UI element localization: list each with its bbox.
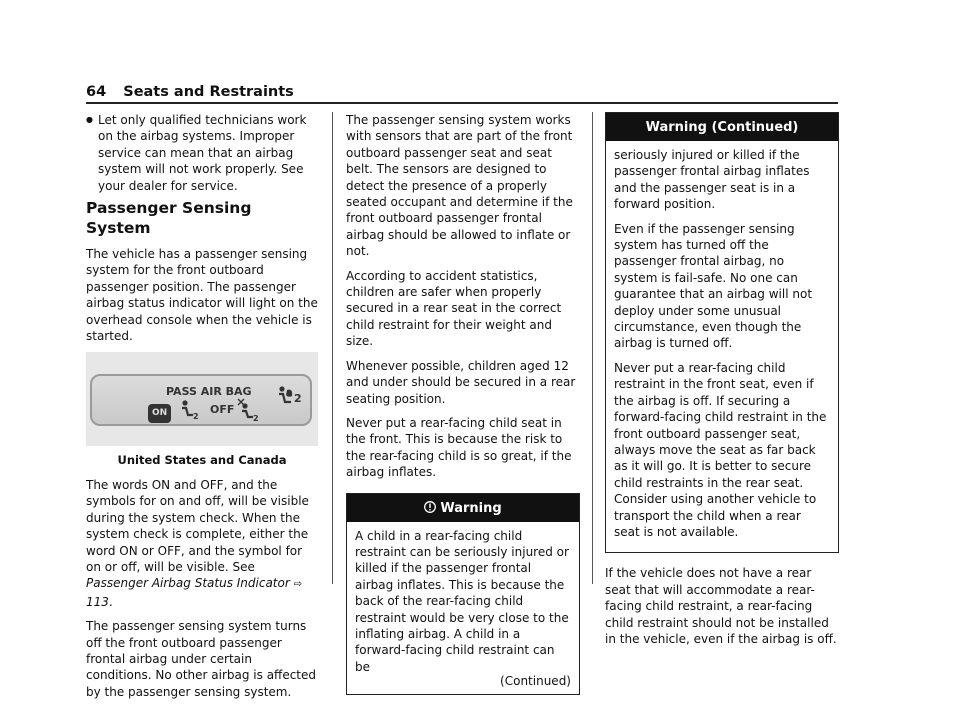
column-3 bbox=[605, 112, 839, 655]
airbag-indicator-panel bbox=[90, 374, 312, 426]
page-number: 64 bbox=[86, 84, 107, 100]
on-indicator: ON bbox=[148, 404, 171, 422]
bullet-item: ● Let only qualified technicians work on the airbag systems. Improper service can mean that an airbag system will not work properly. See your dealer for service. bbox=[86, 113, 307, 193]
column-divider bbox=[332, 112, 333, 584]
paragraph: The passenger sensing system works with sensors that are part of the front outboard passenger seat and seat belt. The sensors are designed to detect the presence of a properly seated occupant and determine if the front outboard passenger frontal airbag should be allowed to inflate or not. bbox=[346, 113, 573, 259]
passenger-airbag-icon bbox=[274, 386, 306, 412]
paragraph: According to accident statistics, children are safer when properly secured in a rear seat in the correct child restraint for their weight and size. bbox=[346, 268, 562, 349]
svg-text:2: 2 bbox=[253, 414, 259, 423]
page-ref-icon: ⇨ bbox=[293, 579, 303, 591]
warning-icon bbox=[424, 500, 436, 514]
warning-box bbox=[346, 493, 580, 695]
off-indicator: OFF bbox=[210, 403, 235, 417]
svg-text:2: 2 bbox=[294, 392, 302, 406]
paragraph: Never put a rear-facing child seat in the front. This is because the risk to the rear-facing child is so great, if the airbag inflates. bbox=[346, 415, 572, 480]
paragraph: The vehicle has a passenger sensing system for the front outboard passenger position. The passenger airbag status indicator will light on the overhead console when the vehicle is started. bbox=[86, 247, 318, 344]
svg-text:2: 2 bbox=[193, 412, 199, 421]
continued-label: (Continued) bbox=[500, 674, 571, 689]
airbag-off-seat-icon bbox=[236, 398, 262, 422]
warning-header: Warning bbox=[347, 494, 579, 522]
column-divider bbox=[592, 112, 593, 584]
paragraph: The passenger sensing system turns off the front outboard passenger frontal airbag under certain conditions. No other airbag is affected by the passenger sensing system. bbox=[86, 619, 317, 699]
header-rule bbox=[86, 102, 838, 104]
cross-reference-link[interactable]: Passenger Airbag Status Indicator bbox=[86, 576, 290, 591]
page-header bbox=[86, 84, 294, 100]
airbag-status-figure bbox=[86, 352, 318, 446]
bullet-icon: ● bbox=[86, 115, 93, 124]
occupant-seat-icon bbox=[178, 400, 202, 420]
column-1 bbox=[86, 112, 318, 708]
paragraph: Whenever possible, children aged 12 and under should be secured in a rear seating position. bbox=[346, 358, 576, 406]
indicator-label: PASS AIR BAG bbox=[166, 385, 252, 399]
paragraph: The words ON and OFF, and the symbols for on and off, will be visible during the system check. When the system check is complete, either the word ON or OFF, and the symbol for on or off, will be visible. See Passenger Airbag Status Indicator ⇨ 113. bbox=[86, 477, 309, 609]
column-2 bbox=[346, 112, 580, 695]
paragraph: If the vehicle does not have a rear seat that will accommodate a rear-facing child restraint, a rear-facing child restraint should not be installed in the vehicle, even if the airbag is off. bbox=[605, 566, 837, 646]
warning-header: Warning (Continued) bbox=[606, 113, 838, 141]
section-title: Seats and Restraints bbox=[123, 84, 294, 100]
page-reference[interactable]: 113 bbox=[86, 594, 109, 609]
warning-body: seriously injured or killed if the passenger frontal airbag inflates and the passenger seat is in a forward position. Even if the passenger sensing system has turned off the passenger frontal airbag, no system is fail-safe. No one can guarantee that an airbag will not deploy under some unusual circumstance, even though the airbag is turned off. Never put a rear-facing child restraint in the front seat, even if the airbag is off. If securing a forward-facing child restraint in the front outboard passenger seat, always move the seat as far back as it will go. It is better to secure child restraints in the rear seat. Consider using another vehicle to transport the child when a rear seat is not available. bbox=[614, 148, 827, 539]
warning-box-continued bbox=[605, 112, 839, 553]
warning-body: A child in a rear-facing child restraint can be seriously injured or killed if the passenger frontal airbag inflates. This is because the back of the rear-facing child restraint would be very close to the inflating airbag. A child in a forward-facing child restraint can be (Continued) bbox=[355, 528, 571, 689]
section-heading: Passenger Sensing System bbox=[86, 199, 252, 238]
figure-caption: United States and Canada bbox=[117, 453, 287, 468]
